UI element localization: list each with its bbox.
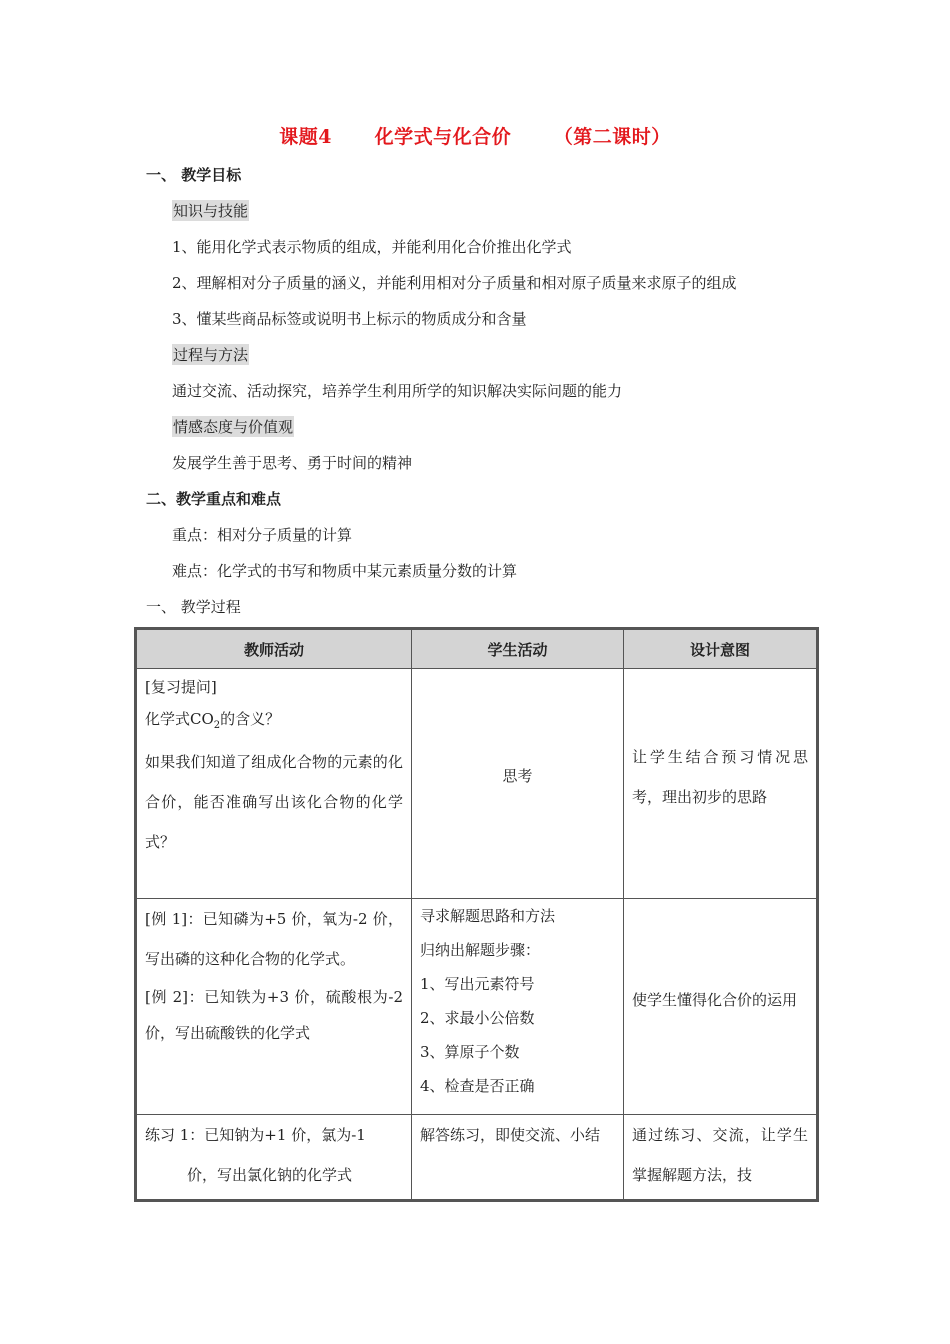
knowledge-item-3: 3、懂某些商品标签或说明书上标示的物质成分和含量 bbox=[172, 310, 527, 328]
page-title: 课题4 化学式与化合价 （第二课时） bbox=[279, 126, 671, 148]
header-teacher: 教师活动 bbox=[136, 629, 412, 669]
focus-point: 重点：相对分子质量的计算 bbox=[172, 526, 353, 544]
student-activity: 解答练习，即使交流、小结 bbox=[420, 1126, 601, 1144]
intent-cell bbox=[624, 1115, 818, 1201]
intent-cell bbox=[624, 899, 818, 1115]
header-student: 学生活动 bbox=[412, 629, 624, 669]
exercise-1-line1: 练习 1：已知钠为+1 价，氯为-1 bbox=[145, 1126, 366, 1144]
table-row bbox=[136, 899, 818, 1115]
review-label: [复习提问] bbox=[145, 678, 217, 696]
subheading-process: 过程与方法 bbox=[173, 346, 249, 364]
teacher-cell bbox=[136, 1115, 412, 1201]
section-heading-goals: 一、 教学目标 bbox=[146, 166, 242, 184]
knowledge-item-1: 1、能用化学式表示物质的组成，并能利用化合价推出化学式 bbox=[172, 238, 572, 256]
table-row bbox=[136, 669, 818, 899]
example-2: [例 2]：已知铁为+3 价，硫酸根为-2 价，写出硫酸铁的化学式 bbox=[145, 988, 403, 1042]
teacher-cell bbox=[136, 899, 412, 1115]
intent-cell bbox=[624, 669, 818, 899]
section-heading-process: 一、 教学过程 bbox=[146, 598, 241, 616]
question-valence: 如果我们知道了组成化合物的元素的化合价，能否准确写出该化合物的化学式？ bbox=[145, 753, 403, 851]
student-cell bbox=[412, 1115, 624, 1201]
emotion-text: 发展学生善于思考、勇于时间的精神 bbox=[172, 454, 413, 472]
knowledge-item-2: 2、理解相对分子质量的涵义，并能利用相对分子质量和相对原子质量来求原子的组成 bbox=[172, 274, 737, 292]
teaching-process-table bbox=[134, 627, 819, 1202]
example-1: [例 1]：已知磷为+5 价，氧为-2 价，写出磷的这种化合物的化学式。 bbox=[145, 910, 403, 968]
student-cell bbox=[412, 899, 624, 1115]
student-cell bbox=[412, 669, 624, 899]
intent-text: 通过练习、交流，让学生掌握解题方法，技 bbox=[632, 1126, 808, 1184]
student-step: 4、检查是否正确 bbox=[420, 1077, 535, 1095]
intent-text: 使学生懂得化合价的运用 bbox=[632, 990, 798, 1009]
subheading-knowledge: 知识与技能 bbox=[173, 202, 249, 220]
section-heading-focus: 二、教学重点和难点 bbox=[146, 490, 282, 508]
student-step: 2、求最小公倍数 bbox=[420, 1009, 535, 1027]
student-step: 1、写出元素符号 bbox=[420, 975, 535, 993]
student-step: 归纳出解题步骤： bbox=[420, 941, 541, 959]
exercise-1-line2: 价，写出氯化钠的化学式 bbox=[187, 1166, 353, 1184]
student-step: 3、算原子个数 bbox=[420, 1043, 520, 1061]
intent-text: 让学生结合预习情况思考，理出初步的思路 bbox=[632, 747, 808, 806]
teacher-cell bbox=[136, 669, 412, 899]
table-header-row bbox=[136, 629, 818, 669]
table-row bbox=[136, 1115, 818, 1201]
student-step: 寻求解题思路和方法 bbox=[420, 907, 556, 925]
subheading-emotion: 情感态度与价值观 bbox=[173, 418, 294, 436]
question-co2: 化学式$CO_2$的含义？ bbox=[145, 710, 281, 731]
process-text: 通过交流、活动探究，培养学生利用所学的知识解决实际问题的能力 bbox=[172, 382, 623, 400]
header-intent: 设计意图 bbox=[624, 629, 818, 669]
student-activity: 思考 bbox=[502, 766, 533, 785]
difficult-point: 难点：化学式的书写和物质中某元素质量分数的计算 bbox=[172, 562, 518, 580]
